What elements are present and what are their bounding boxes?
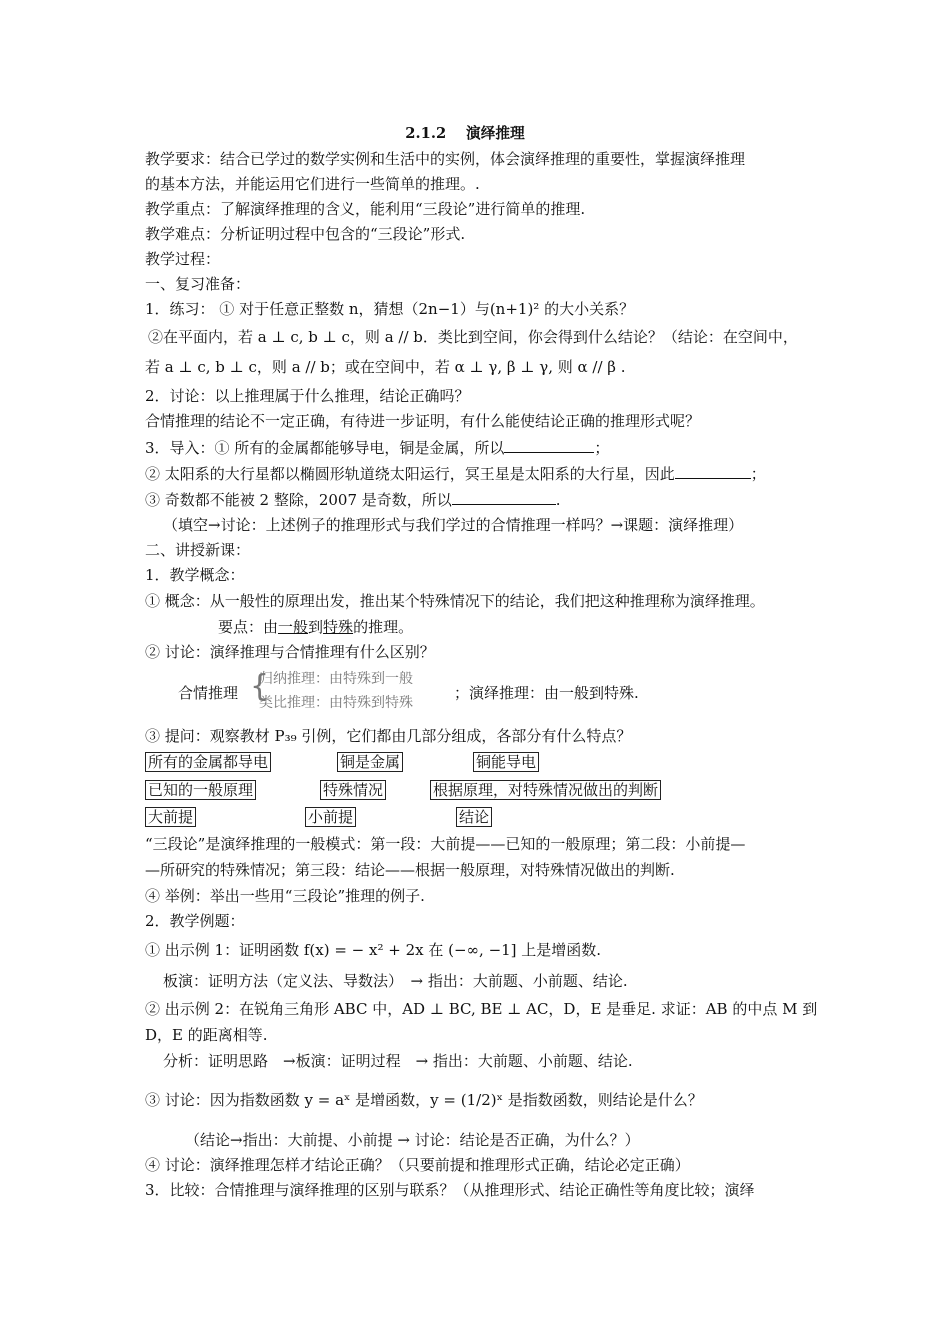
- text-line: “三段论”是演绎推理的一般模式：第一段：大前提——已知的一般原理；第二段：小前提—: [145, 835, 746, 853]
- text-span: 到: [308, 618, 324, 636]
- underlined-term: 一般: [278, 618, 309, 636]
- text-span: .: [555, 491, 561, 509]
- text-span: ③ 奇数都不能被 2 整除，2007 是奇数，所以: [145, 491, 452, 509]
- text-span: 的推理。: [353, 618, 414, 636]
- text-span: ；: [594, 439, 610, 457]
- text-line: 分析：证明思路 →板演：证明过程 → 指出：大前题、小前题、结论.: [163, 1052, 633, 1070]
- text-line: —所研究的特殊情况；第三段：结论——根据一般原理，对特殊情况做出的判断.: [145, 861, 675, 879]
- text-span: ；: [750, 465, 766, 483]
- text-line: ④ 举例：举出一些用“三段论”推理的例子.: [145, 887, 425, 905]
- text-line: 2．教学例题：: [145, 912, 245, 930]
- text-line: 合情推理: [178, 684, 239, 702]
- syllogism-box: 铜能导电: [473, 752, 539, 772]
- text-line: 若 a ⊥ c, b ⊥ c，则 a // b；或在空间中，若 α ⊥ γ, β ⊥ γ, 则 α // β .: [145, 358, 626, 376]
- text-line: 3．比较：合情推理与演绎推理的区别与联系？（从推理形式、结论正确性等角度比较；演绎: [145, 1181, 755, 1199]
- text-line: 合情推理的结论不一定正确，有待进一步证明，有什么能使结论正确的推理形式呢？: [145, 412, 701, 430]
- text-line: ① 概念：从一般性的原理出发，推出某个特殊情况下的结论，我们把这种推理称为演绎推理。: [145, 592, 765, 610]
- text-line: 教学过程：: [145, 250, 221, 268]
- text-line: ④ 讨论：演绎推理怎样才结论正确？（只要前提和推理形式正确，结论必定正确）: [145, 1156, 690, 1174]
- text-line: [218, 617, 413, 637]
- text-span: ② 太阳系的大行星都以椭圆形轨道绕太阳运行，冥王星是太阳系的大行星，因此: [145, 465, 675, 483]
- text-line: [145, 490, 561, 510]
- text-line: 1．练习： ① 对于任意正整数 n，猜想（2n−1）与(n+1)² 的大小关系？: [145, 300, 635, 318]
- text-line: [145, 464, 766, 484]
- text-line: 的基本方法，并能运用它们进行一些简单的推理。.: [145, 175, 480, 193]
- text-line: 教学难点：分析证明过程中包含的“三段论”形式.: [145, 225, 466, 243]
- text-line: ② 讨论：演绎推理与合情推理有什么区别？: [145, 643, 435, 661]
- syllogism-box: 铜是金属: [337, 752, 403, 772]
- underlined-term: 特殊: [323, 618, 354, 636]
- text-line: ③ 讨论：因为指数函数 y = aˣ 是增函数，y = (1/2)ˣ 是指数函数，则结论是什么？: [145, 1091, 703, 1109]
- syllogism-box: 大前提: [145, 807, 196, 827]
- text-line: 教学重点：了解演绎推理的含义，能利用“三段论”进行简单的推理.: [145, 200, 586, 218]
- syllogism-box: 特殊情况: [320, 780, 386, 800]
- fill-blank: [504, 438, 594, 453]
- text-line: [145, 438, 609, 458]
- text-line: 1．教学概念：: [145, 566, 245, 584]
- brace-icon: {: [250, 669, 270, 704]
- syllogism-box: 根据原理，对特殊情况做出的判断: [430, 780, 661, 800]
- text-line: ③ 提问：观察教材 P₃₉ 引例，它们都由几部分组成，各部分有什么特点？: [145, 727, 632, 745]
- syllogism-box: 小前提: [305, 807, 356, 827]
- syllogism-box: 结论: [456, 807, 492, 827]
- text-line: ① 出示例 1：证明函数 f(x) = − x² + 2x 在 (−∞, −1] 上是增函数.: [145, 941, 602, 959]
- fill-blank: [675, 464, 751, 479]
- section-heading: 一、复习准备：: [145, 275, 251, 293]
- text-line: （结论→指出：大前提、小前提 → 讨论：结论是否正确，为什么？）: [185, 1131, 640, 1149]
- document-title: 2.1.2 演绎推理: [405, 124, 525, 142]
- syllogism-box: 已知的一般原理: [145, 780, 256, 800]
- text-span: 要点：由: [218, 618, 279, 636]
- text-line: 2．讨论：以上推理属于什么推理，结论正确吗？: [145, 387, 470, 405]
- text-line: 板演：证明方法（定义法、导数法） → 指出：大前题、小前题、结论.: [163, 972, 628, 990]
- text-line: （填空→讨论：上述例子的推理形式与我们学过的合情推理一样吗？→课题：演绎推理）: [163, 516, 744, 534]
- fill-blank: [452, 490, 556, 505]
- text-line: D，E 的距离相等.: [145, 1026, 268, 1044]
- text-line: 教学要求：结合已学过的数学实例和生活中的实例，体会演绎推理的重要性，掌握演绎推理: [145, 150, 746, 168]
- text-line: 归纳推理：由特殊到一般: [259, 671, 413, 687]
- syllogism-box: 所有的金属都导电: [145, 752, 271, 772]
- text-line: ②在平面内，若 a ⊥ c, b ⊥ c，则 a // b．类比到空间，你会得到什么结论？（结论：在空间中，: [148, 328, 798, 346]
- text-span: 3．导入：① 所有的金属都能够导电，铜是金属，所以: [145, 439, 505, 457]
- section-heading: 二、讲授新课：: [145, 541, 251, 559]
- text-line: ② 出示例 2：在锐角三角形 ABC 中，AD ⊥ BC, BE ⊥ AC，D，E 是垂足. 求证：AB 的中点 M 到: [145, 1000, 818, 1018]
- text-line: 类比推理：由特殊到特殊: [259, 695, 413, 711]
- text-line: ；演绎推理：由一般到特殊.: [454, 684, 639, 702]
